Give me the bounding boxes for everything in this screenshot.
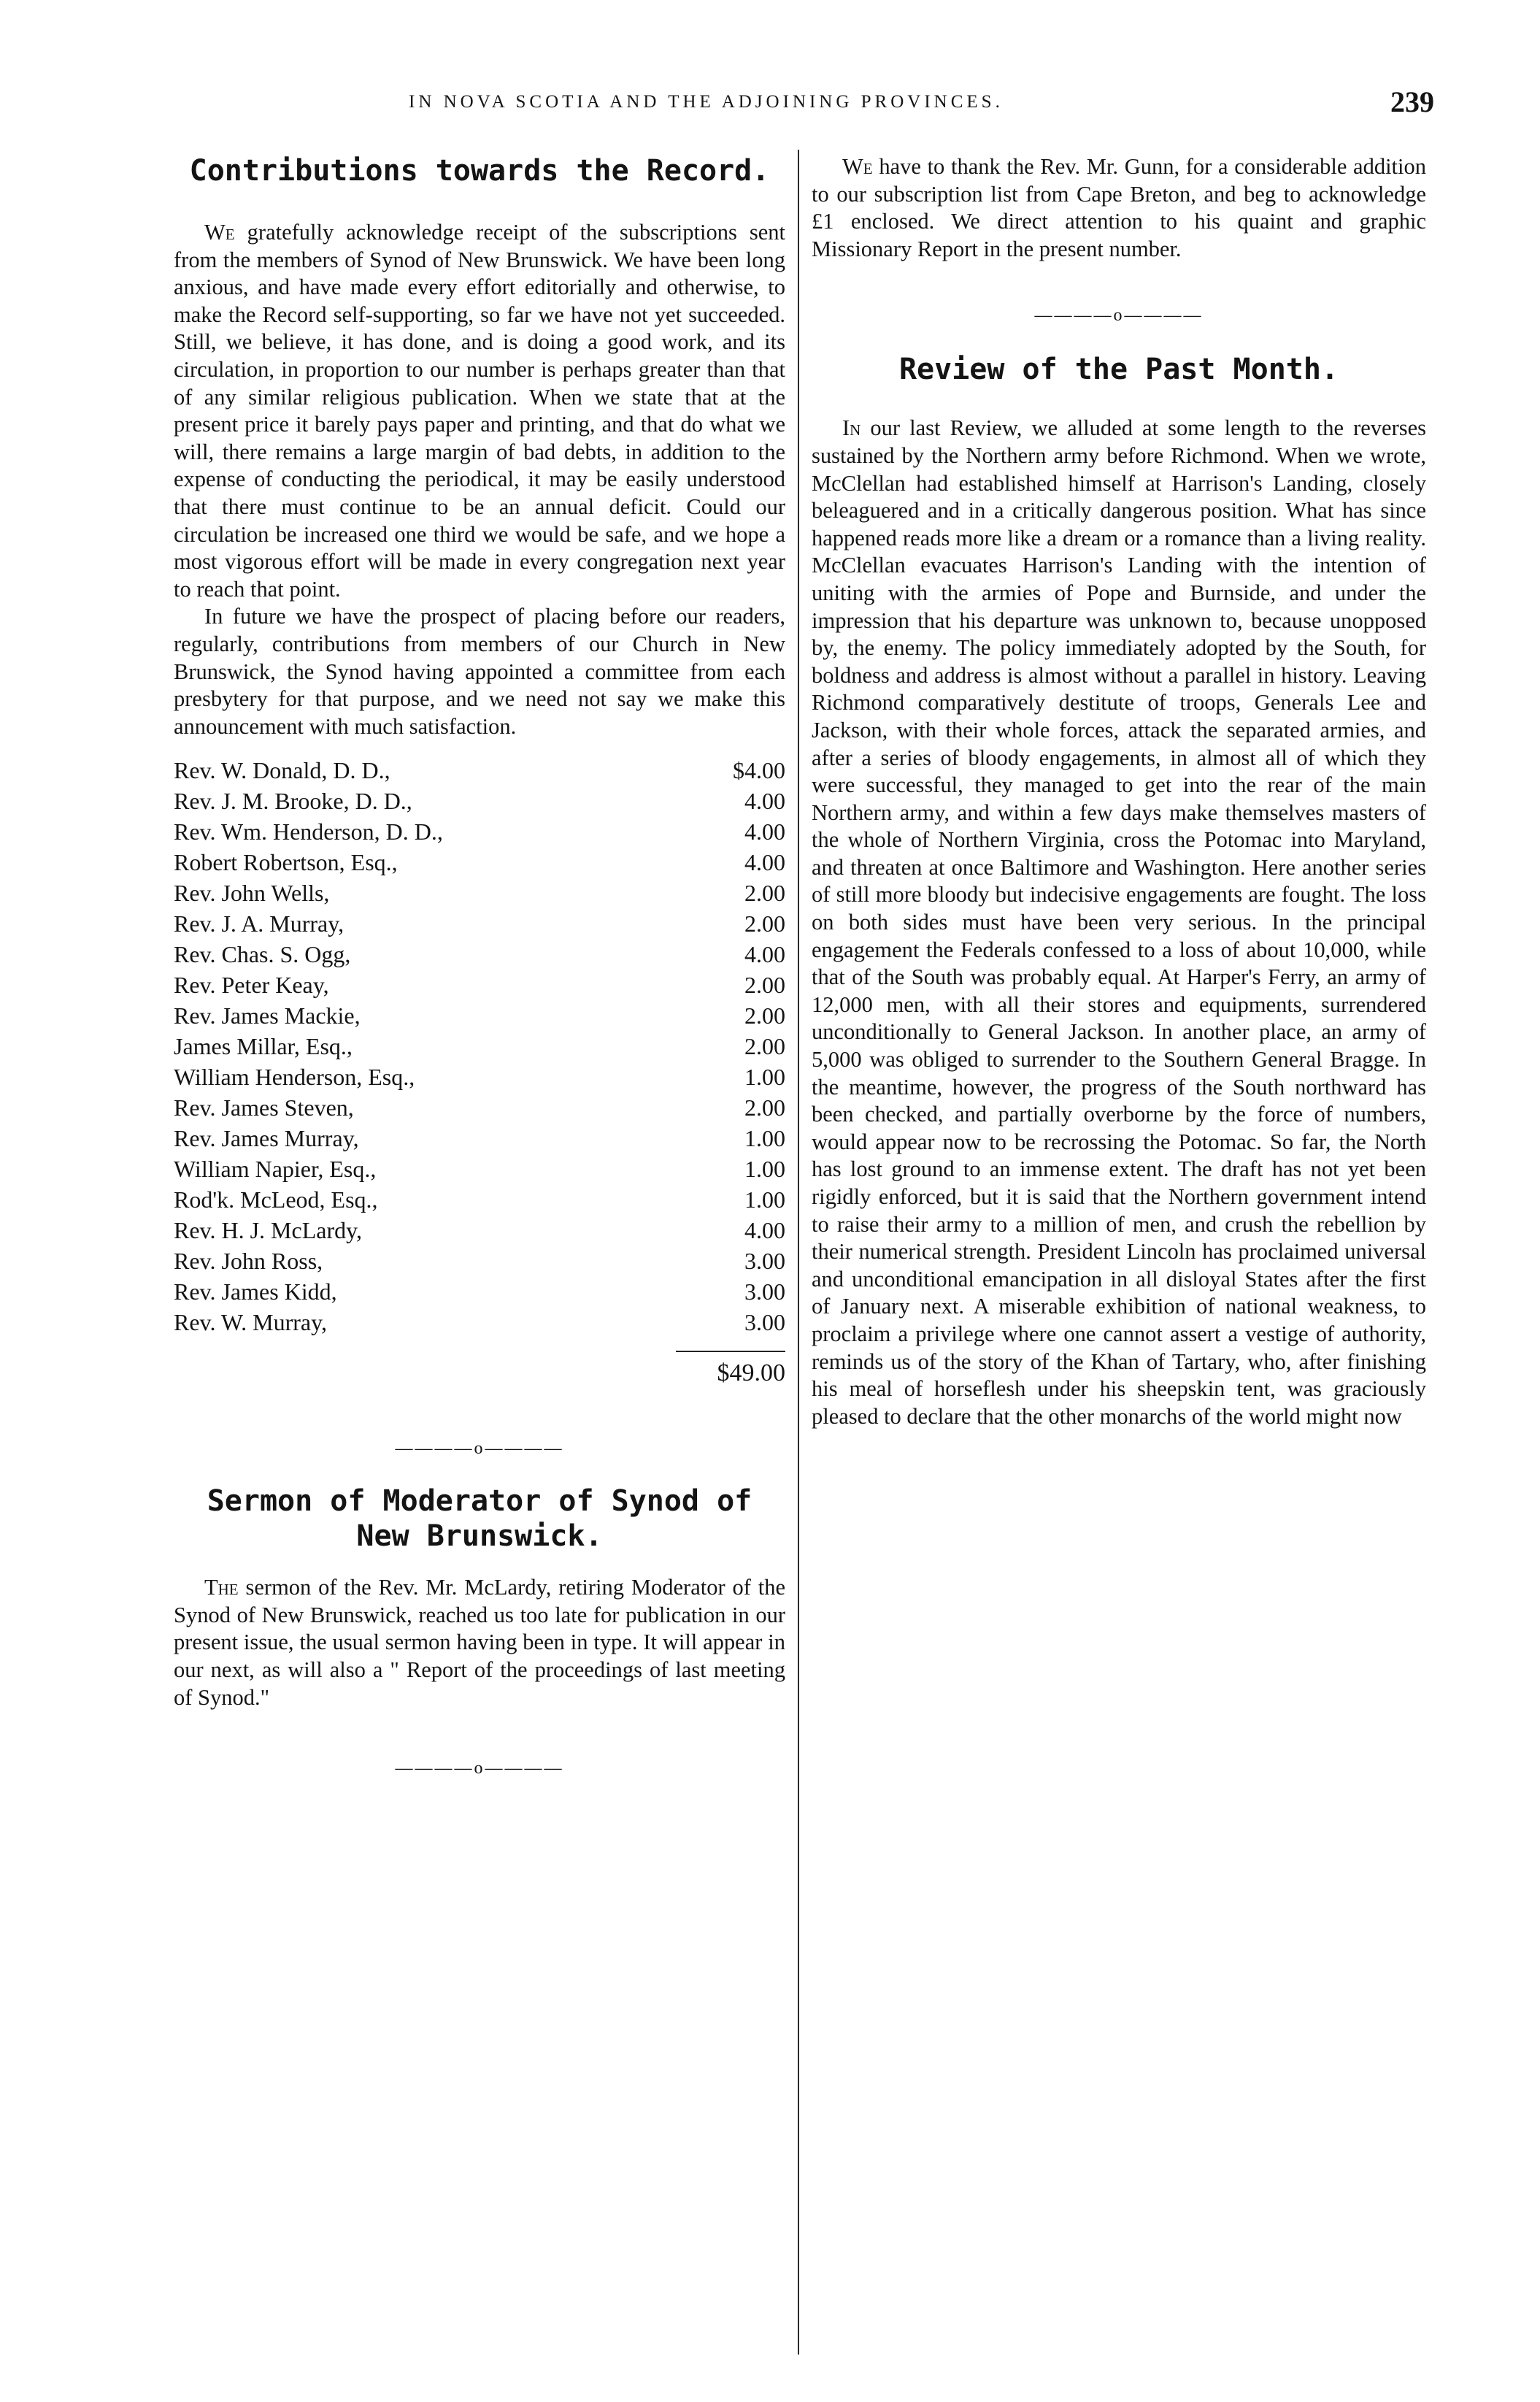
contributor-name: Rev. James Steven, <box>174 1094 354 1121</box>
sermon-paragraph <box>174 1574 785 1711</box>
contributions-paragraph-1 <box>174 219 785 603</box>
contribution-row <box>174 847 785 878</box>
contributor-name: Rev. J. M. Brooke, D. D., <box>174 788 412 815</box>
contribution-amount: 4.00 <box>744 941 785 968</box>
contributor-name: Rev. James Murray, <box>174 1125 359 1152</box>
contributor-name: Rev. James Mackie, <box>174 1002 361 1029</box>
contribution-amount: 3.00 <box>744 1309 785 1336</box>
column-divider <box>798 150 799 2355</box>
contributor-name: William Henderson, Esq., <box>174 1064 415 1091</box>
contributor-name: Rev. Peter Keay, <box>174 972 329 999</box>
contribution-row <box>174 786 785 816</box>
section-separator: ————o———— <box>395 1759 564 1779</box>
contribution-amount: 1.00 <box>744 1064 785 1091</box>
contribution-row <box>174 878 785 908</box>
contribution-amount: 1.00 <box>744 1125 785 1152</box>
contribution-amount: 4.00 <box>744 788 785 815</box>
contribution-amount: 2.00 <box>744 1002 785 1029</box>
contribution-amount: 4.00 <box>744 818 785 845</box>
contribution-amount: 2.00 <box>744 1094 785 1121</box>
contribution-row <box>174 939 785 970</box>
left-column <box>174 153 785 1777</box>
contribution-row <box>174 1154 785 1184</box>
sermon-heading-line-2: New Brunswick. <box>356 1519 603 1554</box>
sermon-heading <box>174 1484 785 1554</box>
contribution-amount: 2.00 <box>744 910 785 937</box>
right-column <box>812 153 1426 1430</box>
contribution-amount: 1.00 <box>744 1186 785 1213</box>
contributor-name: William Napier, Esq., <box>174 1156 377 1183</box>
contribution-amount: 2.00 <box>744 1033 785 1060</box>
contribution-amount: 3.00 <box>744 1278 785 1305</box>
contributions-paragraph-2: In future we have the prospect of placing before our readers, regularly, contributions from members of our Church in New Brunswick, the Synod having appointed a committee from each presbytery for that purpose, and we need not say we make this announcement with much satisfaction. <box>174 604 785 739</box>
contribution-row <box>174 816 785 847</box>
contribution-row <box>174 1276 785 1307</box>
contribution-amount: 2.00 <box>744 880 785 907</box>
contributor-name: Rev. W. Donald, D. D., <box>174 757 390 784</box>
notice-lead-word: We <box>842 154 873 179</box>
contribution-row <box>174 1031 785 1062</box>
contributions-list <box>174 755 785 1338</box>
contribution-row <box>174 1307 785 1338</box>
contribution-row <box>174 970 785 1000</box>
section-separator: ————o———— <box>395 1439 564 1459</box>
contributor-name: James Millar, Esq., <box>174 1033 353 1060</box>
contribution-row <box>174 1123 785 1154</box>
contribution-row <box>174 1062 785 1092</box>
contributor-name: Rev. James Kidd, <box>174 1278 337 1305</box>
contribution-row <box>174 1092 785 1123</box>
contributor-name: Rev. J. A. Murray, <box>174 910 344 937</box>
contributor-name: Rev. John Ross, <box>174 1248 323 1275</box>
contributor-name: Rod'k. McLeod, Esq., <box>174 1186 378 1213</box>
contribution-row <box>174 755 785 786</box>
contribution-row <box>174 1000 785 1031</box>
contributions-text-1: gratefully acknowledge receipt of the subscriptions sent from the members of Synod of New Brunswick. We have been long anxious, and have made every effort editorially and otherwise, to make the Record self-supporting, so far we have not yet succeeded. Still, we believe, it has done, and is doing a good work, and its circulation, in proportion to our number is perhaps greater than that of any similar religious publication. When we state that at the present price it barely pays paper and printing, and that do what we will, there remains a large margin of bad debts, in addition to the expense of conducting the periodical, it may be easily understood that there must continue to be an annual deficit. Could our circulation be increased one third we would be safe, and we hope a most vigorous effort will be made in every congregation next year to reach that point. <box>174 220 786 602</box>
contributor-name: Rev. John Wells, <box>174 880 330 907</box>
contributor-name: Robert Robertson, Esq., <box>174 849 398 876</box>
contributor-name: Rev. H. J. McLardy, <box>174 1217 363 1244</box>
contribution-amount: 1.00 <box>744 1156 785 1183</box>
section-separator: ————o———— <box>1034 306 1204 326</box>
contribution-amount: 4.00 <box>744 849 785 876</box>
contribution-amount: $4.00 <box>733 757 785 784</box>
contribution-row <box>174 1184 785 1215</box>
contributions-heading: Contributions towards the Record. <box>189 154 770 188</box>
contribution-row <box>174 1246 785 1276</box>
running-head: IN NOVA SCOTIA AND THE ADJOINING PROVINCES. <box>409 92 1004 112</box>
sermon-heading-line-1: Sermon of Moderator of Synod of <box>207 1484 752 1519</box>
notice-paragraph <box>812 153 1426 263</box>
contributor-name: Rev. Wm. Henderson, D. D., <box>174 818 443 845</box>
contribution-row <box>174 908 785 939</box>
sermon-text: sermon of the Rev. Mr. McLardy, retiring Moderator of the Synod of New Brunswick, reached us too late for publication in our present issue, the usual sermon having been in type. It will appear in our next, as will also a " Report of the proceedings of last meeting of Synod." <box>174 1575 786 1710</box>
review-paragraph <box>812 415 1426 1430</box>
contributions-lead-word: We <box>204 220 235 245</box>
notice-text: have to thank the Rev. Mr. Gunn, for a considerable addition to our subscription list from Cape Breton, and beg to acknowledge £1 enclosed. We direct attention to his quaint and graphic Missionary Report in the present number. <box>812 154 1427 261</box>
contribution-amount: 2.00 <box>744 972 785 999</box>
contribution-amount: 4.00 <box>744 1217 785 1244</box>
review-text: our last Review, we alluded at some length to the reverses sustained by the Northern army before Richmond. When we wrote, McClellan had established himself at Harrison's Landing, closely beleaguered and in a critically dangerous position. What has since happened reads more like a dream or a romance than a living reality. McClellan evacuates Harrison's Landing with the intention of uniting with the armies of Pope and Burnside, and under the impression that his departure was unknown to, because unopposed by, the enemy. The policy immediately adopted by the South, for boldness and address is almost without a parallel in history. Leaving Richmond comparatively destitute of troops, Generals Lee and Jackson, with their whole forces, attack the separated armies, and after a series of bloody engagements, in almost all of which they were successful, they managed to get into the rear of the main Northern army, and within a few days make themselves masters of the whole of Northern Virginia, cross the Potomac into Maryland, and threaten at once Baltimore and Washington. Here another series of still more bloody but indecisive engagements are fought. The loss on both sides must have been very serious. In the principal engagement the Federals confessed to a loss of about 10,000, while that of the South was probably equal. At Harper's Ferry, an army of 12,000 men, with all their stores and equipments, surrendered unconditionally to General Jackson. In another place, an army of 5,000 was obliged to surrender to the Southern General Bragge. In the meantime, however, the progress of the South northward has been checked, and partially overborne by the force of numbers, would appear now to be recrossing the Potomac. So far, the North has lost ground to an immense extent. The draft has not yet been rigidly enforced, but it is said that the Northern government intend to raise their army to a million of men, and crush the rebellion by their numerical strength. President Lincoln has proclaimed universal and unconditional emancipation in all disloyal States after the first of January next. A miserable exhibition of national weakness, to proclaim a privilege where one cannot assert a vestige of authority, reminds us of the story of the Khan of Tartary, who, after finishing his meal of horseflesh under his sheepskin tent, was graciously pleased to declare that the other monarchs of the world might now <box>812 415 1427 1429</box>
contributor-name: Rev. Chas. S. Ogg, <box>174 941 351 968</box>
contributions-total: $49.00 <box>717 1359 785 1387</box>
review-lead-word: In <box>842 415 861 441</box>
sermon-lead-word: The <box>204 1575 239 1600</box>
review-heading: Review of the Past Month. <box>898 353 1339 387</box>
contributor-name: Rev. W. Murray, <box>174 1309 328 1336</box>
contribution-amount: 3.00 <box>744 1248 785 1275</box>
total-rule <box>676 1351 785 1352</box>
contribution-row <box>174 1215 785 1246</box>
page-number: 239 <box>1390 85 1434 118</box>
